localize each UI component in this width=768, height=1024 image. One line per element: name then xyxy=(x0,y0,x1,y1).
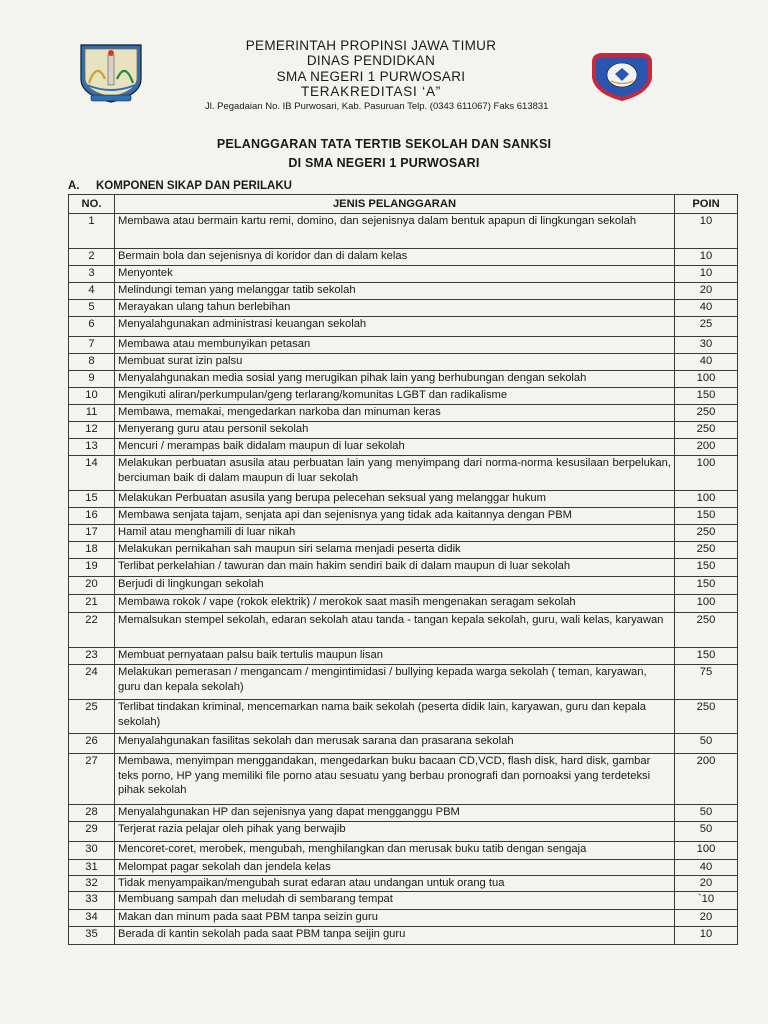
row-number: 16 xyxy=(69,508,115,525)
violation-description: Membawa atau bermain kartu remi, domino, dan sejenisnya dalam bentuk apapun di lingkungan sekolah xyxy=(115,214,675,249)
violation-points: 200 xyxy=(675,439,738,456)
table-header-row xyxy=(69,195,738,214)
violation-description: Menyalahgunakan media sosial yang merugikan pihak lain yang berhubungan dengan sekolah xyxy=(115,371,675,388)
row-number: 13 xyxy=(69,439,115,456)
table-row xyxy=(69,860,738,876)
violation-points: 150 xyxy=(675,508,738,525)
row-number: 31 xyxy=(69,860,115,876)
row-number: 12 xyxy=(69,422,115,439)
row-number: 35 xyxy=(69,927,115,945)
violation-description: Mencoret-coret, merobek, mengubah, menghilangkan dan merusak buku tatib dengan sengaja xyxy=(115,842,675,860)
row-number: 14 xyxy=(69,456,115,491)
violation-description: Menyontek xyxy=(115,266,675,283)
violation-description: Makan dan minum pada saat PBM tanpa seizin guru xyxy=(115,910,675,927)
row-number: 1 xyxy=(69,214,115,249)
row-number: 33 xyxy=(69,892,115,910)
violation-description: Terlibat perkelahian / tawuran dan main hakim sendiri baik di dalam maupun di luar sekolah xyxy=(115,559,675,577)
violation-description: Melindungi teman yang melanggar tatib sekolah xyxy=(115,283,675,300)
row-number: 28 xyxy=(69,805,115,822)
row-number: 8 xyxy=(69,354,115,371)
header-no: NO. xyxy=(69,195,115,214)
table-row xyxy=(69,388,738,405)
violation-description: Berada di kantin sekolah pada saat PBM tanpa seijin guru xyxy=(115,927,675,945)
violation-description: Merayakan ulang tahun berlebihan xyxy=(115,300,675,317)
violation-description: Membawa, memakai, mengedarkan narkoba dan minuman keras xyxy=(115,405,675,422)
violation-description: Melompat pagar sekolah dan jendela kelas xyxy=(115,860,675,876)
header-jenis-pelanggaran: JENIS PELANGGARAN xyxy=(115,195,675,214)
row-number: 20 xyxy=(69,577,115,595)
violation-points: 75 xyxy=(675,665,738,700)
violation-description: Terjerat razia pelajar oleh pihak yang berwajib xyxy=(115,822,675,842)
table-row xyxy=(69,456,738,491)
table-row xyxy=(69,805,738,822)
section-heading xyxy=(68,180,292,192)
violations-table xyxy=(68,194,738,945)
row-number: 34 xyxy=(69,910,115,927)
violation-description: Menyerang guru atau personil sekolah xyxy=(115,422,675,439)
violation-points: 250 xyxy=(675,422,738,439)
violation-description: Mengikuti aliran/perkumpulan/geng terlarang/komunitas LGBT dan radikalisme xyxy=(115,388,675,405)
violation-points: 100 xyxy=(675,456,738,491)
violation-points: 50 xyxy=(675,734,738,754)
row-number: 2 xyxy=(69,249,115,266)
row-number: 22 xyxy=(69,613,115,648)
violation-description: Hamil atau menghamili di luar nikah xyxy=(115,525,675,542)
table-row xyxy=(69,422,738,439)
violation-points: 20 xyxy=(675,876,738,892)
school-shield-emblem-logo xyxy=(587,48,657,104)
document-subtitle: DI SMA NEGERI 1 PURWOSARI xyxy=(288,156,480,170)
table-row xyxy=(69,876,738,892)
violation-points: 10 xyxy=(675,266,738,283)
row-number: 21 xyxy=(69,595,115,613)
header-poin: POIN xyxy=(675,195,738,214)
violation-description: Melakukan pernikahan sah maupun siri selama menjadi peserta didik xyxy=(115,542,675,559)
violation-description: Membuat pernyataan palsu baik tertulis maupun lisan xyxy=(115,648,675,665)
violation-points: 150 xyxy=(675,388,738,405)
table-row xyxy=(69,337,738,354)
row-number: 10 xyxy=(69,388,115,405)
row-number: 18 xyxy=(69,542,115,559)
violation-description: Memalsukan stempel sekolah, edaran sekolah atau tanda - tangan kepala sekolah, guru, wali kelas, karyawan xyxy=(115,613,675,648)
table-row xyxy=(69,508,738,525)
table-row xyxy=(69,595,738,613)
row-number: 7 xyxy=(69,337,115,354)
row-number: 3 xyxy=(69,266,115,283)
violation-points: 10 xyxy=(675,249,738,266)
row-number: 26 xyxy=(69,734,115,754)
table-row xyxy=(69,214,738,249)
violation-points: 20 xyxy=(675,283,738,300)
violation-points: 150 xyxy=(675,577,738,595)
letterhead-government: PEMERINTAH PROPINSI JAWA TIMUR xyxy=(245,38,497,53)
table-body xyxy=(69,214,738,945)
letterhead-accreditation: TERAKREDITASI ‘A” xyxy=(300,84,442,99)
violation-points: 250 xyxy=(675,525,738,542)
violation-description: Tidak menyampaikan/mengubah surat edaran atau undangan untuk orang tua xyxy=(115,876,675,892)
violation-description: Membawa rokok / vape (rokok elektrik) / merokok saat masih mengenakan seragam sekolah xyxy=(115,595,675,613)
row-number: 27 xyxy=(69,754,115,805)
table-row xyxy=(69,892,738,910)
violation-description: Menyalahgunakan administrasi keuangan sekolah xyxy=(115,317,675,337)
table-row xyxy=(69,754,738,805)
violation-points: 40 xyxy=(675,354,738,371)
section-title: KOMPONEN SIKAP DAN PERILAKU xyxy=(96,180,292,192)
document-title: PELANGGARAN TATA TERTIB SEKOLAH DAN SANKSI xyxy=(216,137,552,151)
table-row xyxy=(69,354,738,371)
violation-points: 50 xyxy=(675,822,738,842)
table-row xyxy=(69,317,738,337)
row-number: 32 xyxy=(69,876,115,892)
violation-points: 250 xyxy=(675,613,738,648)
violation-points: 25 xyxy=(675,317,738,337)
violation-points: 40 xyxy=(675,860,738,876)
table-row xyxy=(69,734,738,754)
letterhead-department: DINAS PENDIDKAN xyxy=(306,53,436,68)
violation-points: 100 xyxy=(675,491,738,508)
row-number: 4 xyxy=(69,283,115,300)
violation-points: 10 xyxy=(675,927,738,945)
row-number: 25 xyxy=(69,700,115,734)
letterhead-school-name: SMA NEGERI 1 PURWOSARI xyxy=(276,69,466,84)
row-number: 5 xyxy=(69,300,115,317)
table-row xyxy=(69,300,738,317)
violation-points: 40 xyxy=(675,300,738,317)
table-row xyxy=(69,559,738,577)
row-number: 29 xyxy=(69,822,115,842)
violation-points: 100 xyxy=(675,842,738,860)
table-row xyxy=(69,266,738,283)
table-row xyxy=(69,405,738,422)
row-number: 11 xyxy=(69,405,115,422)
table-row xyxy=(69,665,738,700)
violation-description: Membawa, menyimpan menggandakan, mengedarkan buku bacaan CD,VCD, flash disk, hard disk, gambar teks porno, HP yang memiliki file porno atau sesuatu yang berbau pronografi dan pornoaksi yang terdeteksi pihak sekolah xyxy=(115,754,675,805)
table-row xyxy=(69,700,738,734)
table-row xyxy=(69,371,738,388)
row-number: 15 xyxy=(69,491,115,508)
table-row xyxy=(69,842,738,860)
violation-description: Melakukan perbuatan asusila atau perbuatan lain yang menyimpang dari norma-norma kesusilaan berpelukan, berciuman baik di dalam maupun di luar sekolah xyxy=(115,456,675,491)
table-row xyxy=(69,542,738,559)
violation-points: `10 xyxy=(675,892,738,910)
table-row xyxy=(69,577,738,595)
row-number: 23 xyxy=(69,648,115,665)
row-number: 6 xyxy=(69,317,115,337)
table-row xyxy=(69,283,738,300)
table-row xyxy=(69,648,738,665)
table-row xyxy=(69,910,738,927)
row-number: 24 xyxy=(69,665,115,700)
table-row xyxy=(69,822,738,842)
violation-description: Membuang sampah dan meludah di sembarang tempat xyxy=(115,892,675,910)
violation-points: 250 xyxy=(675,405,738,422)
violation-points: 20 xyxy=(675,910,738,927)
violation-description: Bermain bola dan sejenisnya di koridor dan di dalam kelas xyxy=(115,249,675,266)
row-number: 9 xyxy=(69,371,115,388)
violation-points: 100 xyxy=(675,595,738,613)
row-number: 17 xyxy=(69,525,115,542)
violation-points: 250 xyxy=(675,700,738,734)
violation-description: Melakukan Perbuatan asusila yang berupa pelecehan seksual yang melanggar hukum xyxy=(115,491,675,508)
table-row xyxy=(69,249,738,266)
row-number: 19 xyxy=(69,559,115,577)
violation-description: Berjudi di lingkungan sekolah xyxy=(115,577,675,595)
violation-description: Membawa atau membunyikan petasan xyxy=(115,337,675,354)
table-row xyxy=(69,439,738,456)
table-row xyxy=(69,491,738,508)
violation-description: Menyalahgunakan HP dan sejenisnya yang dapat mengganggu PBM xyxy=(115,805,675,822)
violation-points: 30 xyxy=(675,337,738,354)
violation-description: Membawa senjata tajam, senjata api dan sejenisnya yang tidak ada kaitannya dengan PBM xyxy=(115,508,675,525)
violation-points: 10 xyxy=(675,214,738,249)
violation-points: 250 xyxy=(675,542,738,559)
table-row xyxy=(69,613,738,648)
violation-points: 50 xyxy=(675,805,738,822)
violation-points: 150 xyxy=(675,559,738,577)
section-label: A. xyxy=(68,180,80,192)
violation-description: Melakukan pemerasan / mengancam / mengintimidasi / bullying kepada warga sekolah ( teman, karyawan, guru dan kepala sekolah) xyxy=(115,665,675,700)
violation-description: Membuat surat izin palsu xyxy=(115,354,675,371)
violation-description: Mencuri / merampas baik didalam maupun di luar sekolah xyxy=(115,439,675,456)
letterhead-address: Jl. Pegadaian No. IB Purwosari, Kab. Pasuruan Telp. (0343 611067) Faks 613831 xyxy=(205,101,549,112)
table-row xyxy=(69,525,738,542)
violation-description: Menyalahgunakan fasilitas sekolah dan merusak sarana dan prasarana sekolah xyxy=(115,734,675,754)
table-row xyxy=(69,927,738,945)
violation-points: 100 xyxy=(675,371,738,388)
violation-points: 200 xyxy=(675,754,738,805)
row-number: 30 xyxy=(69,842,115,860)
violation-description: Terlibat tindakan kriminal, mencemarkan nama baik sekolah (peserta didik lain, karyawan, guru dan kepala sekolah) xyxy=(115,700,675,734)
violation-points: 150 xyxy=(675,648,738,665)
